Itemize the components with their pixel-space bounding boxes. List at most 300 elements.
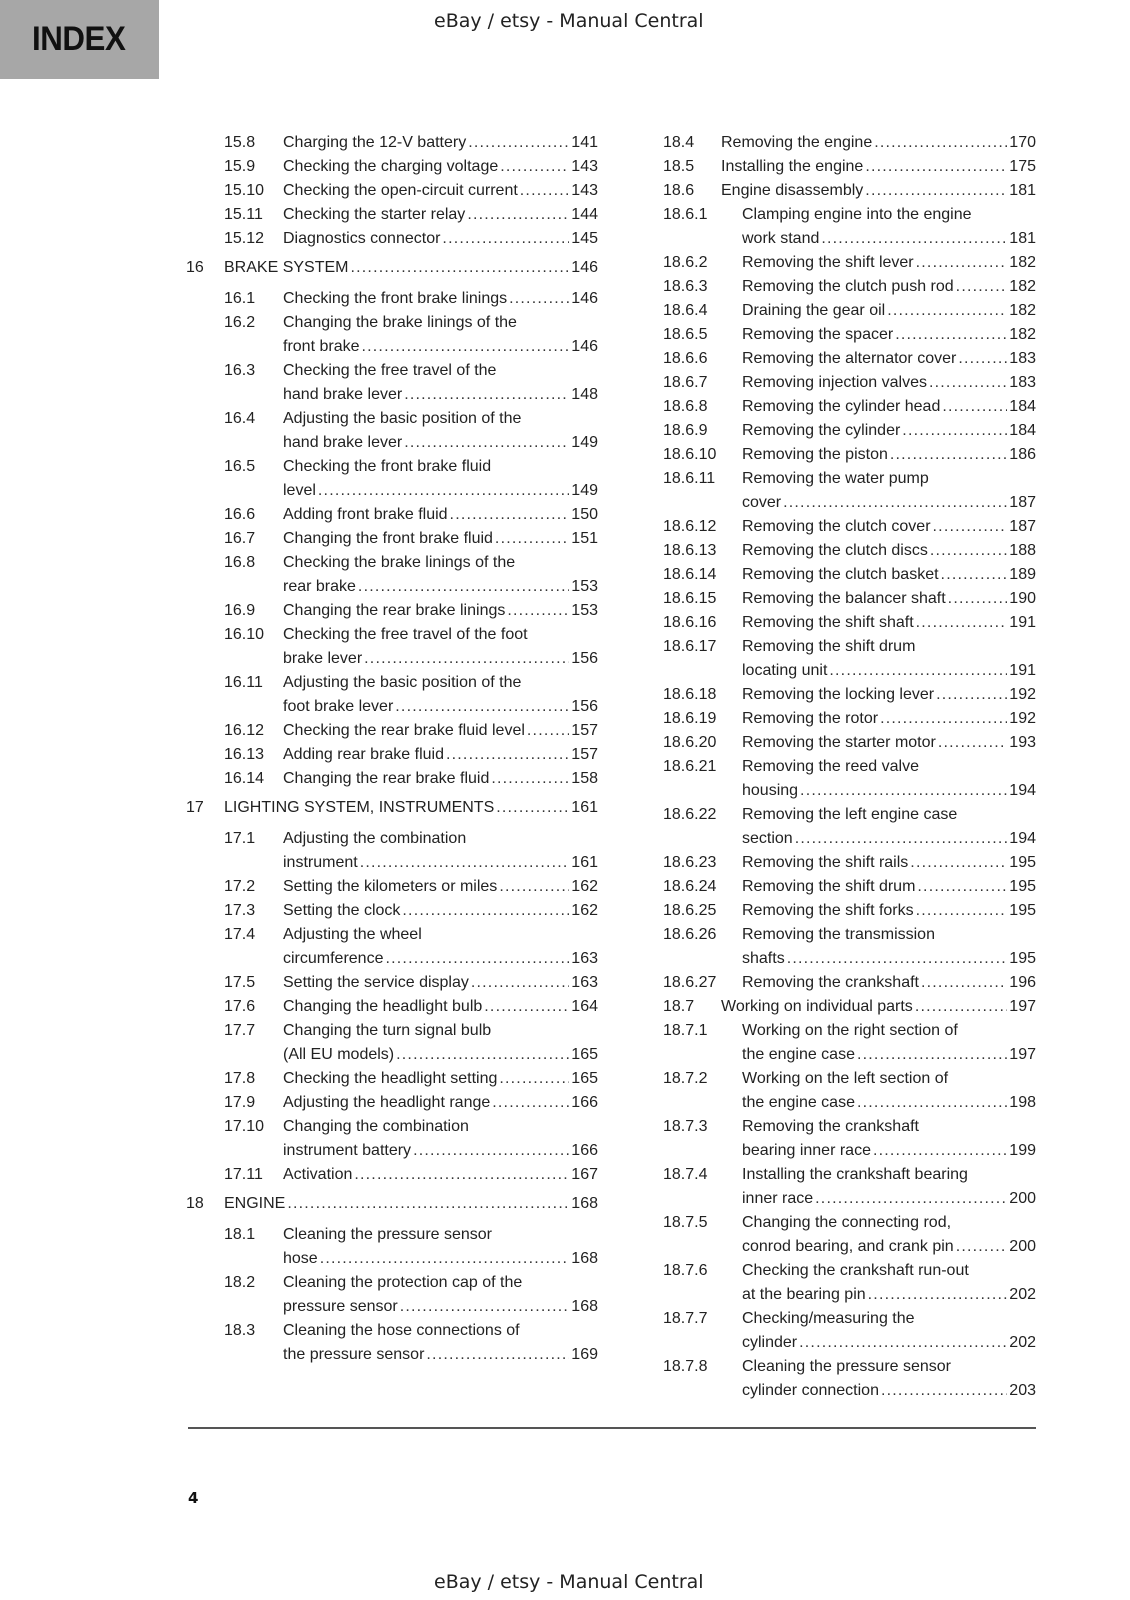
- toc-entry-page[interactable]: 153: [571, 602, 598, 619]
- toc-entry-page[interactable]: 193: [1009, 734, 1036, 751]
- toc-entry-page[interactable]: 189: [1009, 566, 1036, 583]
- toc-entry-number: 18.6.16: [663, 614, 717, 631]
- toc-entry[interactable]: [663, 299, 1036, 323]
- dot-leader: [865, 155, 1007, 179]
- toc-entry[interactable]: [663, 803, 1036, 851]
- toc-entry-title: Removing the shift lever: [742, 254, 914, 271]
- toc-entry-page[interactable]: 195: [1009, 902, 1036, 919]
- toc-entry-title: Clamping engine into the engine: [742, 206, 972, 223]
- toc-entry-page[interactable]: 199: [1009, 1142, 1036, 1159]
- toc-entry-number: 18.5: [663, 158, 695, 175]
- toc-entry-number: 18.6.24: [663, 878, 717, 895]
- toc-entry[interactable]: [663, 875, 1036, 899]
- dot-leader: [916, 611, 1008, 635]
- dot-leader: [496, 796, 569, 820]
- toc-entry-title: Adjusting the headlight range: [283, 1094, 491, 1111]
- toc-entry-title: Checking the crankshaft run-out: [742, 1262, 969, 1279]
- toc-entry[interactable]: [186, 1163, 598, 1187]
- toc-entry-title: rear brake: [283, 578, 356, 595]
- toc-entry-number: 16.14: [224, 770, 265, 787]
- toc-entry-number: 16.10: [224, 626, 265, 643]
- toc-entry-page[interactable]: 192: [1009, 686, 1036, 703]
- toc-entry[interactable]: [663, 923, 1036, 971]
- toc-entry-page[interactable]: 170: [1009, 134, 1036, 151]
- toc-entry-title: Cleaning the pressure sensor: [283, 1226, 493, 1243]
- toc-entry[interactable]: [186, 671, 598, 719]
- dot-leader: [873, 1139, 1007, 1163]
- toc-entry-number: 18.7.8: [663, 1358, 708, 1375]
- toc-entry-number: 18.7.4: [663, 1166, 708, 1183]
- toc-entry-page[interactable]: 182: [1009, 278, 1036, 295]
- toc-entry[interactable]: [186, 203, 598, 227]
- toc-entry-page[interactable]: 164: [571, 998, 598, 1015]
- dot-leader: [958, 347, 1007, 371]
- dot-leader: [874, 131, 1007, 155]
- toc-entry[interactable]: [663, 635, 1036, 683]
- toc-entry-page[interactable]: 149: [571, 482, 598, 499]
- watermark-top-text: eBay / etsy - Manual Central: [434, 10, 704, 32]
- toc-entry-number: 18.7.7: [663, 1310, 708, 1327]
- dot-leader: [895, 323, 1007, 347]
- toc-entry-title: Removing the clutch cover: [742, 518, 931, 535]
- toc-entry[interactable]: [663, 1019, 1036, 1067]
- toc-entry-page[interactable]: 148: [571, 386, 598, 403]
- toc-entry[interactable]: [186, 407, 598, 455]
- toc-entry-page[interactable]: 186: [1009, 446, 1036, 463]
- toc-entry-page[interactable]: 149: [571, 434, 598, 451]
- dot-leader: [361, 335, 569, 359]
- toc-entry[interactable]: [186, 503, 598, 527]
- dot-leader: [857, 1091, 1007, 1115]
- toc-chapter-entry[interactable]: [186, 256, 598, 280]
- toc-entry-page[interactable]: 195: [1009, 854, 1036, 871]
- dot-leader: [495, 527, 569, 551]
- toc-entry-number: 15.11: [224, 206, 263, 223]
- toc-entry-page[interactable]: 200: [1009, 1190, 1036, 1207]
- toc-entry-title: BRAKE SYSTEM: [224, 259, 349, 276]
- toc-entry-page[interactable]: 162: [571, 878, 598, 895]
- toc-entry-page[interactable]: 156: [571, 698, 598, 715]
- toc-entry-page[interactable]: 187: [1009, 518, 1036, 535]
- toc-entry-page[interactable]: 146: [571, 259, 598, 276]
- dot-leader: [868, 1283, 1008, 1307]
- toc-entry-title: the engine case: [742, 1046, 855, 1063]
- toc-entry-number: 18.7: [663, 998, 695, 1015]
- dot-leader: [350, 256, 569, 280]
- toc-entry-number: 17.4: [224, 926, 256, 943]
- toc-entry-title: Removing the spacer: [742, 326, 894, 343]
- toc-entry-number: 18.6.7: [663, 374, 708, 391]
- toc-entry-title: Checking the free travel of the foot: [283, 626, 528, 643]
- toc-entry[interactable]: [663, 1211, 1036, 1259]
- dot-leader: [318, 479, 569, 503]
- toc-entry-page[interactable]: 165: [571, 1046, 598, 1063]
- toc-entry-number: 17.7: [224, 1022, 256, 1039]
- toc-entry[interactable]: [186, 287, 598, 311]
- toc-entry[interactable]: [663, 1307, 1036, 1355]
- toc-entry-page[interactable]: 150: [571, 506, 598, 523]
- toc-entry-title: foot brake lever: [283, 698, 394, 715]
- toc-entry[interactable]: [186, 875, 598, 899]
- toc-entry-title: instrument battery: [283, 1142, 412, 1159]
- toc-entry-number: 18.2: [224, 1274, 256, 1291]
- toc-entry[interactable]: [663, 515, 1036, 539]
- toc-entry-page[interactable]: 190: [1009, 590, 1036, 607]
- toc-entry-number: 18.6.22: [663, 806, 717, 823]
- toc-entry-page[interactable]: 181: [1009, 230, 1036, 247]
- toc-entry[interactable]: [186, 155, 598, 179]
- toc-entry[interactable]: [663, 131, 1036, 155]
- toc-entry[interactable]: [663, 587, 1036, 611]
- toc-entry[interactable]: [663, 371, 1036, 395]
- toc-entry-page[interactable]: 157: [571, 722, 598, 739]
- toc-entry-title: Cleaning the protection cap of the: [283, 1274, 523, 1291]
- toc-entry-title: inner race: [742, 1190, 814, 1207]
- toc-entry-title: Checking the front brake linings: [283, 290, 508, 307]
- toc-entry-number: 17.10: [224, 1118, 265, 1135]
- toc-entry[interactable]: [663, 275, 1036, 299]
- toc-entry[interactable]: [186, 1271, 598, 1319]
- toc-entry-number: 18.6.6: [663, 350, 708, 367]
- toc-entry-title: Checking the open-circuit current: [283, 182, 518, 199]
- toc-entry-page[interactable]: 195: [1009, 950, 1036, 967]
- toc-entry[interactable]: [186, 1091, 598, 1115]
- toc-entry-title: Removing the crankshaft: [742, 974, 919, 991]
- toc-entry-title: Removing the shift drum: [742, 878, 916, 895]
- toc-entry-number: 15.12: [224, 230, 265, 247]
- toc-entry[interactable]: [663, 1115, 1036, 1163]
- toc-entry-page[interactable]: 156: [571, 650, 598, 667]
- toc-entry-page[interactable]: 167: [571, 1166, 598, 1183]
- toc-entry-number: 17.8: [224, 1070, 256, 1087]
- toc-entry-page[interactable]: 202: [1009, 1286, 1036, 1303]
- toc-entry-number: 18.6.13: [663, 542, 717, 559]
- toc-entry-page[interactable]: 168: [571, 1298, 598, 1315]
- toc-entry-title: Removing the rotor: [742, 710, 879, 727]
- toc-entry-title: Changing the connecting rod,: [742, 1214, 952, 1231]
- toc-entry-page[interactable]: 143: [571, 158, 598, 175]
- dot-leader: [287, 1192, 569, 1216]
- toc-entry[interactable]: [663, 443, 1036, 467]
- toc-entry-title: Removing the clutch basket: [742, 566, 939, 583]
- toc-entry-page[interactable]: 182: [1009, 254, 1036, 271]
- toc-entry-page[interactable]: 145: [571, 230, 598, 247]
- toc-entry-page[interactable]: 161: [571, 854, 598, 871]
- toc-entry-title: Cleaning the hose connections of: [283, 1322, 520, 1339]
- toc-entry-title: LIGHTING SYSTEM, INSTRUMENTS: [224, 799, 495, 816]
- dot-leader: [916, 899, 1008, 923]
- toc-entry-title: Removing the cylinder head: [742, 398, 941, 415]
- toc-entry[interactable]: [186, 131, 598, 155]
- toc-entry-page[interactable]: 191: [1009, 614, 1036, 631]
- dot-leader: [887, 299, 1007, 323]
- toc-entry-page[interactable]: 151: [571, 530, 598, 547]
- toc-entry-number: 18.6.14: [663, 566, 717, 583]
- toc-entry[interactable]: [663, 563, 1036, 587]
- toc-entry-page[interactable]: 146: [571, 290, 598, 307]
- toc-entry[interactable]: [663, 971, 1036, 995]
- toc-entry-title: Adjusting the basic position of the: [283, 410, 522, 427]
- dot-leader: [916, 251, 1008, 275]
- toc-entry-title: Removing the water pump: [742, 470, 929, 487]
- toc-entry-number: 18.6.18: [663, 686, 717, 703]
- toc-entry-title: housing: [742, 782, 799, 799]
- toc-entry-page[interactable]: 200: [1009, 1238, 1036, 1255]
- toc-entry-number: 15.10: [224, 182, 265, 199]
- toc-entry[interactable]: [663, 155, 1036, 179]
- toc-entry[interactable]: [186, 923, 598, 971]
- dot-leader: [492, 1091, 569, 1115]
- toc-entry[interactable]: [186, 719, 598, 743]
- toc-entry[interactable]: [186, 1319, 598, 1367]
- toc-entry-number: 17: [186, 799, 204, 816]
- toc-entry-title: cylinder: [742, 1334, 798, 1351]
- dot-leader: [500, 155, 569, 179]
- toc-entry-title: Removing the crankshaft: [742, 1118, 919, 1135]
- toc-entry[interactable]: [663, 395, 1036, 419]
- toc-entry-number: 18.6.25: [663, 902, 717, 919]
- toc-entry-title: Adjusting the wheel: [283, 926, 422, 943]
- toc-entry[interactable]: [186, 455, 598, 503]
- toc-entry[interactable]: [663, 707, 1036, 731]
- toc-entry[interactable]: [663, 1355, 1036, 1403]
- toc-entry-number: 16.4: [224, 410, 256, 427]
- toc-entry[interactable]: [663, 611, 1036, 635]
- toc-entry-page[interactable]: 168: [571, 1250, 598, 1267]
- toc-entry-title: Activation: [283, 1166, 353, 1183]
- toc-entry-page[interactable]: 203: [1009, 1382, 1036, 1399]
- toc-entry-page[interactable]: 166: [571, 1094, 598, 1111]
- toc-entry-title: Checking the starter relay: [283, 206, 466, 223]
- toc-entry-title: the engine case: [742, 1094, 855, 1111]
- page-number: 4: [188, 1489, 199, 1507]
- toc-entry-page[interactable]: 182: [1009, 302, 1036, 319]
- toc-entry-page[interactable]: 165: [571, 1070, 598, 1087]
- toc-entry-title: Checking the rear brake fluid level: [283, 722, 525, 739]
- dot-leader: [360, 851, 570, 875]
- toc-entry[interactable]: [663, 1163, 1036, 1211]
- toc-entry[interactable]: [663, 1259, 1036, 1307]
- toc-entry-page[interactable]: 183: [1009, 350, 1036, 367]
- toc-entry-title: Removing injection valves: [742, 374, 927, 391]
- toc-entry-title: Removing the balancer shaft: [742, 590, 946, 607]
- toc-entry[interactable]: [186, 899, 598, 923]
- dot-leader: [509, 287, 569, 311]
- toc-entry[interactable]: [663, 755, 1036, 803]
- dot-leader: [910, 851, 1007, 875]
- toc-entry[interactable]: [186, 1019, 598, 1067]
- toc-entry-title: Changing the headlight bulb: [283, 998, 483, 1015]
- toc-entry-page[interactable]: 195: [1009, 878, 1036, 895]
- toc-entry-number: 18.6.5: [663, 326, 708, 343]
- toc-entry-page[interactable]: 191: [1009, 662, 1036, 679]
- dot-leader: [446, 743, 569, 767]
- toc-entry-page[interactable]: 202: [1009, 1334, 1036, 1351]
- toc-entry[interactable]: [186, 311, 598, 359]
- toc-entry-number: 18.6.1: [663, 206, 708, 223]
- toc-entry-page[interactable]: 184: [1009, 398, 1036, 415]
- toc-entry[interactable]: [663, 251, 1036, 275]
- toc-entry-title: Checking the free travel of the: [283, 362, 497, 379]
- toc-entry-page[interactable]: 187: [1009, 494, 1036, 511]
- toc-entry[interactable]: [186, 971, 598, 995]
- toc-entry[interactable]: [663, 899, 1036, 923]
- toc-entry-number: 16.9: [224, 602, 256, 619]
- toc-entry-number: 18.6.2: [663, 254, 708, 271]
- toc-entry-title: Adjusting the combination: [283, 830, 467, 847]
- toc-entry-number: 18.6.17: [663, 638, 717, 655]
- dot-leader: [948, 587, 1008, 611]
- dot-leader: [358, 575, 569, 599]
- toc-entry-page[interactable]: 188: [1009, 542, 1036, 559]
- dot-leader: [467, 203, 569, 227]
- toc-entry-page[interactable]: 158: [571, 770, 598, 787]
- dot-leader: [499, 875, 569, 899]
- toc-entry-number: 18.6.12: [663, 518, 717, 535]
- toc-entry[interactable]: [663, 995, 1036, 1019]
- dot-leader: [799, 1331, 1007, 1355]
- toc-entry-number: 18: [186, 1195, 204, 1212]
- toc-entry-page[interactable]: 181: [1009, 182, 1036, 199]
- toc-entry[interactable]: [663, 1067, 1036, 1115]
- toc-entry[interactable]: [186, 1067, 598, 1091]
- toc-entry-number: 16: [186, 259, 204, 276]
- toc-entry[interactable]: [663, 731, 1036, 755]
- toc-entry-page[interactable]: 196: [1009, 974, 1036, 991]
- toc-entry[interactable]: [186, 1115, 598, 1163]
- toc-entry-page[interactable]: 194: [1009, 782, 1036, 799]
- toc-entry[interactable]: [186, 1223, 598, 1271]
- toc-entry-title: Setting the kilometers or miles: [283, 878, 498, 895]
- dot-leader: [881, 1379, 1007, 1403]
- toc-entry[interactable]: [663, 179, 1036, 203]
- toc-chapter-entry[interactable]: [186, 1192, 598, 1216]
- toc-entry-number: 17.9: [224, 1094, 256, 1111]
- toc-entry-page[interactable]: 143: [571, 182, 598, 199]
- toc-entry-page[interactable]: 141: [571, 134, 598, 151]
- toc-entry-page[interactable]: 184: [1009, 422, 1036, 439]
- toc-entry-title: Setting the service display: [283, 974, 469, 991]
- toc-entry-title: Removing the clutch discs: [742, 542, 928, 559]
- toc-entry[interactable]: [186, 827, 598, 875]
- toc-entry[interactable]: [663, 851, 1036, 875]
- dot-leader: [783, 491, 1007, 515]
- dot-leader: [507, 599, 569, 623]
- toc-entry-page[interactable]: 175: [1009, 158, 1036, 175]
- toc-entry-title: Checking the brake linings of the: [283, 554, 516, 571]
- toc-entry[interactable]: [186, 743, 598, 767]
- toc-entry-page[interactable]: 163: [571, 974, 598, 991]
- dot-leader: [936, 683, 1007, 707]
- toc-entry-page[interactable]: 161: [571, 799, 598, 816]
- toc-entry-title: Working on the left section of: [742, 1070, 949, 1087]
- toc-entry-page[interactable]: 168: [571, 1195, 598, 1212]
- toc-entry[interactable]: [186, 227, 598, 251]
- toc-entry[interactable]: [663, 323, 1036, 347]
- toc-entry-title: Diagnostics connector: [283, 230, 441, 247]
- dot-leader: [354, 1163, 569, 1187]
- toc-entry[interactable]: [663, 683, 1036, 707]
- toc-entry-number: 18.6.15: [663, 590, 717, 607]
- toc-entry-number: 16.12: [224, 722, 265, 739]
- toc-entry[interactable]: [663, 539, 1036, 563]
- toc-entry-page[interactable]: 166: [571, 1142, 598, 1159]
- toc-entry-title: hand brake lever: [283, 386, 403, 403]
- toc-entry-title: brake lever: [283, 650, 363, 667]
- dot-leader: [484, 995, 569, 1019]
- toc-entry[interactable]: [186, 179, 598, 203]
- toc-entry[interactable]: [663, 203, 1036, 251]
- toc-entry[interactable]: [663, 419, 1036, 443]
- toc-entry[interactable]: [186, 527, 598, 551]
- toc-left-column: [186, 131, 598, 1367]
- toc-entry-title: pressure sensor: [283, 1298, 398, 1315]
- toc-entry-number: 18.6.27: [663, 974, 717, 991]
- toc-entry-page[interactable]: 192: [1009, 710, 1036, 727]
- toc-entry-title: shafts: [742, 950, 785, 967]
- toc-entry[interactable]: [186, 551, 598, 599]
- toc-entry-number: 16.11: [224, 674, 263, 691]
- toc-entry[interactable]: [186, 623, 598, 671]
- toc-entry-number: 18.7.2: [663, 1070, 708, 1087]
- toc-entry-title: Working on the right section of: [742, 1022, 958, 1039]
- toc-entry-page[interactable]: 197: [1009, 998, 1036, 1015]
- toc-entry-page[interactable]: 194: [1009, 830, 1036, 847]
- dot-leader: [795, 827, 1008, 851]
- toc-entry-page[interactable]: 197: [1009, 1046, 1036, 1063]
- toc-entry-page[interactable]: 157: [571, 746, 598, 763]
- toc-entry-title: Changing the rear brake fluid: [283, 770, 490, 787]
- toc-entry-page[interactable]: 169: [571, 1346, 598, 1363]
- dot-leader: [468, 131, 569, 155]
- toc-entry-page[interactable]: 162: [571, 902, 598, 919]
- toc-entry-number: 17.5: [224, 974, 256, 991]
- toc-entry-title: section: [742, 830, 793, 847]
- dot-leader: [890, 443, 1007, 467]
- toc-entry-title: Removing the shift drum: [742, 638, 916, 655]
- dot-leader: [956, 275, 1008, 299]
- toc-entry-page[interactable]: 144: [571, 206, 598, 223]
- dot-leader: [395, 695, 569, 719]
- toc-entry[interactable]: [186, 995, 598, 1019]
- toc-entry-number: 16.13: [224, 746, 265, 763]
- toc-entry[interactable]: [186, 599, 598, 623]
- toc-entry-page[interactable]: 198: [1009, 1094, 1036, 1111]
- toc-entry-page[interactable]: 163: [571, 950, 598, 967]
- toc-entry[interactable]: [186, 359, 598, 407]
- toc-entry-page[interactable]: 153: [571, 578, 598, 595]
- toc-entry-title: Working on individual parts: [721, 998, 913, 1015]
- toc-entry-title: Removing the shift shaft: [742, 614, 914, 631]
- toc-entry-number: 18.7.3: [663, 1118, 708, 1135]
- dot-leader: [942, 395, 1007, 419]
- watermark-bottom-text: eBay / etsy - Manual Central: [434, 1571, 704, 1593]
- toc-entry[interactable]: [663, 347, 1036, 371]
- toc-chapter-entry[interactable]: [186, 796, 598, 820]
- toc-entry[interactable]: [186, 767, 598, 791]
- toc-entry-title: Adjusting the basic position of the: [283, 674, 522, 691]
- toc-entry-number: 18.6.9: [663, 422, 708, 439]
- toc-entry-page[interactable]: 146: [571, 338, 598, 355]
- toc-entry[interactable]: [663, 467, 1036, 515]
- toc-entry-title: work stand: [742, 230, 820, 247]
- toc-entry-number: 18.7.1: [663, 1022, 708, 1039]
- toc-entry-page[interactable]: 182: [1009, 326, 1036, 343]
- toc-entry-number: 16.1: [224, 290, 256, 307]
- toc-entry-title: conrod bearing, and crank pin: [742, 1238, 954, 1255]
- toc-entry-page[interactable]: 183: [1009, 374, 1036, 391]
- toc-entry-number: 18.6.21: [663, 758, 717, 775]
